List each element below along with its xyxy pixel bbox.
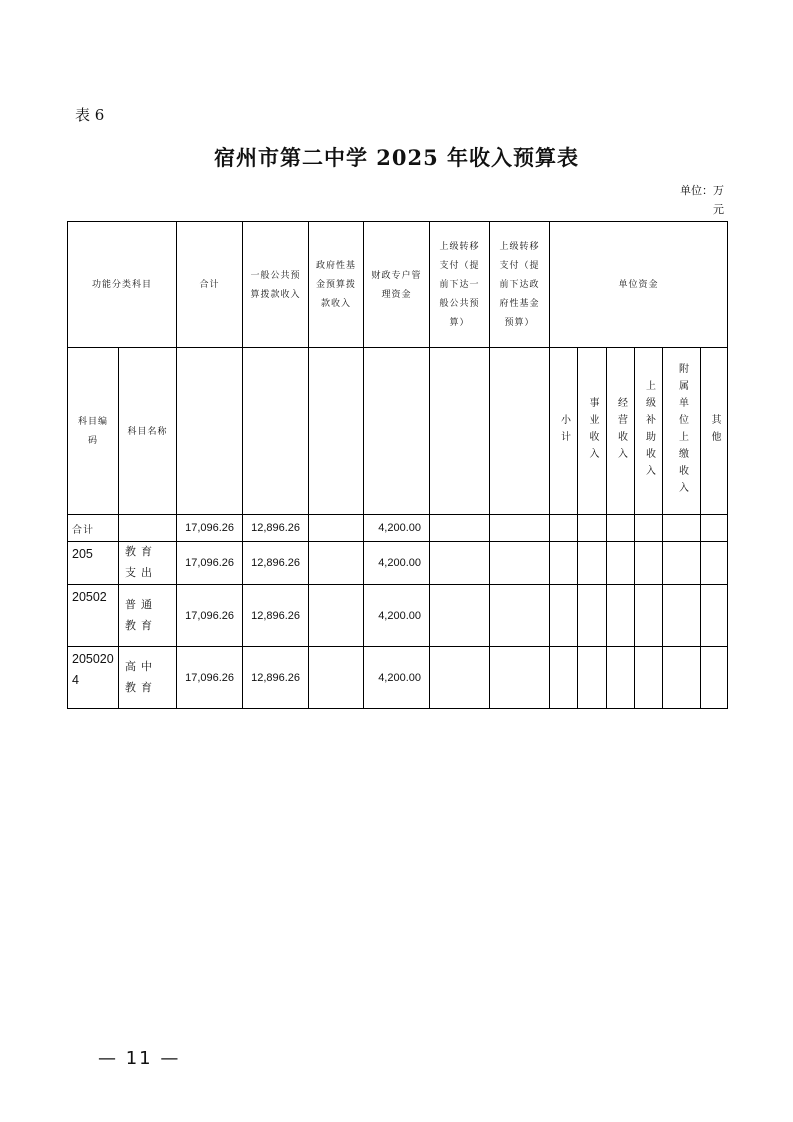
unit-label: 单位：万 元	[680, 184, 728, 216]
empty-cell	[490, 647, 550, 709]
empty-cell	[578, 647, 607, 709]
income-budget-table	[67, 221, 728, 709]
header-total: 合计	[177, 222, 243, 348]
row-name: 高中教育	[119, 647, 177, 709]
header-gov-fund-budget: 政府性基金预算拨款收入	[309, 222, 364, 348]
table-row	[68, 542, 728, 585]
row-gov-fund	[309, 585, 364, 647]
header-row-bottom	[68, 348, 728, 515]
header-subject-name: 科目名称	[119, 348, 177, 515]
row-gov-fund	[309, 515, 364, 542]
empty-cell	[635, 585, 663, 647]
header-fiscal-special-account: 财政专户管理资金	[364, 222, 430, 348]
empty-cell	[578, 515, 607, 542]
page-number: — 11 —	[98, 1048, 181, 1069]
row-code: 2050204	[68, 647, 119, 709]
header-row-top	[68, 222, 728, 348]
empty-cell	[430, 348, 490, 515]
empty-cell	[177, 348, 243, 515]
row-code: 20502	[68, 585, 119, 647]
row-special: 4,200.00	[364, 542, 430, 585]
row-general: 12,896.26	[243, 585, 309, 647]
empty-cell	[701, 585, 728, 647]
empty-cell	[635, 647, 663, 709]
header-other: 其他	[701, 348, 728, 515]
row-name: 教育支出	[119, 542, 177, 585]
empty-cell	[490, 515, 550, 542]
empty-cell	[663, 647, 701, 709]
table-label: 表 6	[75, 106, 105, 124]
header-affiliated-income: 附属单位上缴收入	[663, 348, 701, 515]
header-transfer-gov-fund: 上级转移支付（提前下达政府性基金预算）	[490, 222, 550, 348]
empty-cell	[578, 585, 607, 647]
row-general: 12,896.26	[243, 647, 309, 709]
empty-cell	[309, 348, 364, 515]
empty-cell	[550, 647, 578, 709]
row-total: 17,096.26	[177, 542, 243, 585]
row-special: 4,200.00	[364, 585, 430, 647]
empty-cell	[607, 515, 635, 542]
header-subject-code: 科目编码	[68, 348, 119, 515]
row-total: 17,096.26	[177, 515, 243, 542]
empty-cell	[635, 542, 663, 585]
empty-cell	[578, 542, 607, 585]
empty-cell	[490, 585, 550, 647]
row-total: 17,096.26	[177, 647, 243, 709]
empty-cell	[550, 542, 578, 585]
header-function-category: 功能分类科目	[68, 222, 177, 348]
empty-cell	[701, 542, 728, 585]
empty-cell	[607, 647, 635, 709]
empty-cell	[364, 348, 430, 515]
empty-cell	[701, 515, 728, 542]
header-operating-income: 经营收入	[607, 348, 635, 515]
empty-cell	[243, 348, 309, 515]
empty-cell	[607, 542, 635, 585]
row-name	[119, 515, 177, 542]
empty-cell	[663, 542, 701, 585]
empty-cell	[490, 542, 550, 585]
row-general: 12,896.26	[243, 515, 309, 542]
empty-cell	[430, 647, 490, 709]
empty-cell	[550, 585, 578, 647]
row-general: 12,896.26	[243, 542, 309, 585]
header-unit-funds: 单位资金	[550, 222, 728, 348]
header-superior-subsidy: 上级补助收入	[635, 348, 663, 515]
empty-cell	[550, 515, 578, 542]
table-row	[68, 647, 728, 709]
row-gov-fund	[309, 542, 364, 585]
row-special: 4,200.00	[364, 647, 430, 709]
empty-cell	[663, 585, 701, 647]
row-total: 17,096.26	[177, 585, 243, 647]
empty-cell	[490, 348, 550, 515]
empty-cell	[430, 542, 490, 585]
header-subtotal: 小计	[550, 348, 578, 515]
table-row	[68, 585, 728, 647]
row-gov-fund	[309, 647, 364, 709]
empty-cell	[607, 585, 635, 647]
row-name: 普通教育	[119, 585, 177, 647]
empty-cell	[430, 585, 490, 647]
row-special: 4,200.00	[364, 515, 430, 542]
row-code: 合计	[68, 515, 119, 542]
header-business-income: 事业收入	[578, 348, 607, 515]
header-general-public-budget: 一般公共预算拨款收入	[243, 222, 309, 348]
empty-cell	[663, 515, 701, 542]
row-code: 205	[68, 542, 119, 585]
empty-cell	[430, 515, 490, 542]
document-title: 宿州市第二中学 2025 年收入预算表	[213, 145, 580, 170]
empty-cell	[635, 515, 663, 542]
header-transfer-general: 上级转移支付（提前下达一般公共预算）	[430, 222, 490, 348]
table-row	[68, 515, 728, 542]
empty-cell	[701, 647, 728, 709]
